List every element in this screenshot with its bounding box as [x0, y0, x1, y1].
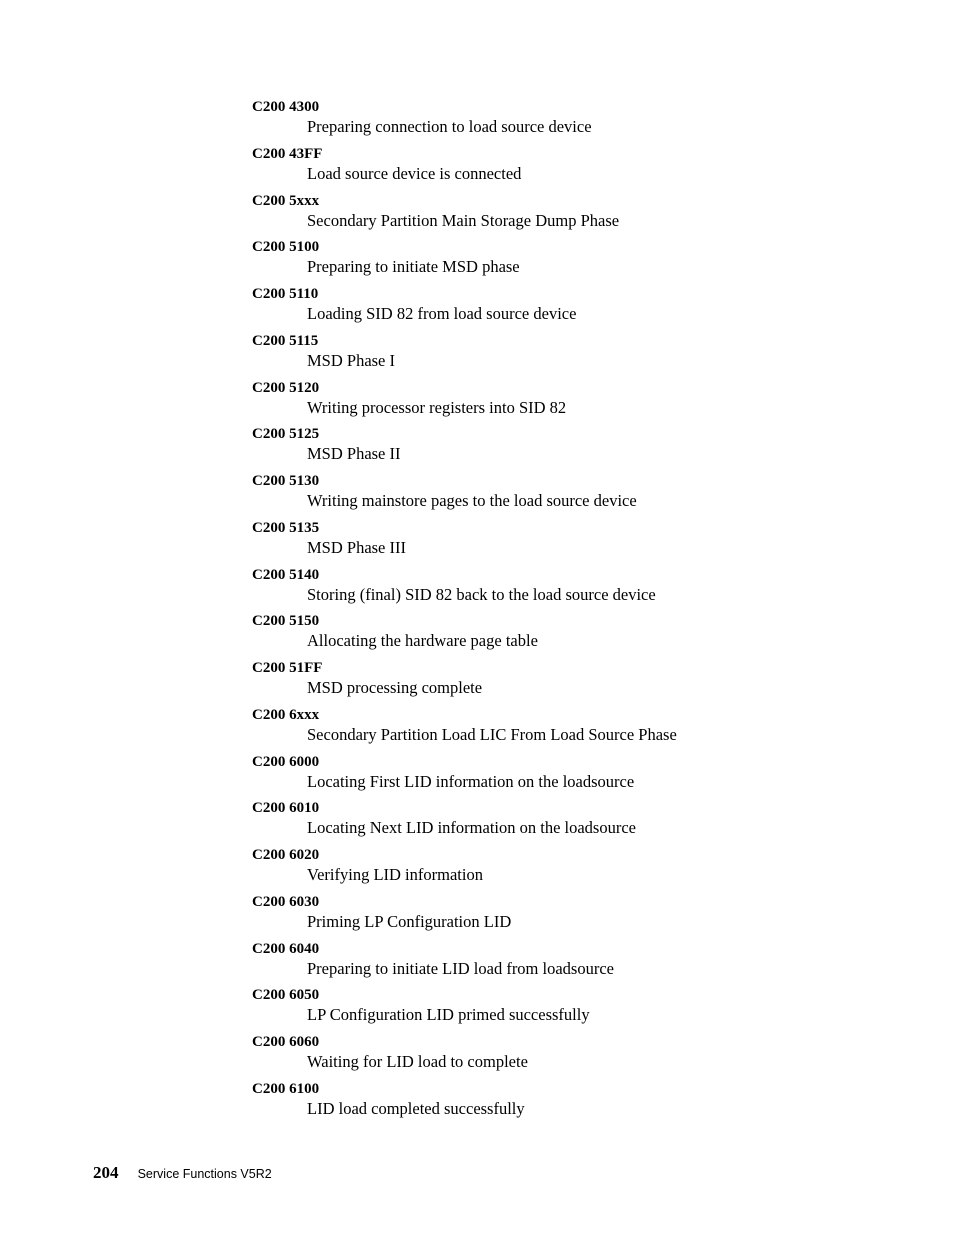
code-entry: [252, 238, 912, 285]
code-entry: [252, 706, 912, 753]
reference-code: C200 6060: [252, 1034, 320, 1050]
book-title: Service Functions V5R2: [137, 1167, 272, 1181]
reference-code: C200 4300: [252, 99, 320, 115]
code-description: MSD processing complete: [307, 678, 483, 697]
reference-code: C200 51FF: [252, 660, 323, 676]
reference-code: C200 5115: [252, 332, 319, 349]
code-description: Locating Next LID information on the loadsource: [307, 818, 636, 838]
reference-code: C200 6050: [252, 987, 320, 1004]
page-footer: [93, 1162, 272, 1185]
code-entry: [252, 145, 912, 192]
code-entry: [252, 425, 912, 472]
reference-code: C200 6100: [252, 1080, 320, 1097]
code-description: Waiting for LID load to complete: [307, 1052, 528, 1071]
reference-code: C200 6000: [252, 753, 320, 770]
code-entry: [252, 986, 912, 1033]
code-description: Verifying LID information: [307, 865, 483, 884]
code-entry: [252, 192, 912, 239]
code-description: Priming LP Configuration LID: [307, 911, 512, 931]
reference-code: C200 5135: [252, 519, 320, 536]
reference-code: C200 5150: [252, 613, 320, 630]
code-entry: [252, 285, 912, 332]
reference-code: C200 5120: [252, 379, 320, 396]
reference-code: C200 5140: [252, 566, 320, 583]
code-description: Locating First LID information on the loadsource: [307, 771, 635, 791]
code-description: Allocating the hardware page table: [307, 631, 538, 651]
code-entry: [252, 612, 912, 659]
code-entry: [252, 940, 912, 987]
reference-code: C200 6010: [252, 800, 320, 817]
code-entry: [252, 659, 912, 706]
code-description: LID load completed successfully: [307, 1098, 525, 1118]
code-entry: [252, 566, 912, 613]
code-description: MSD Phase II: [307, 444, 401, 464]
code-description: Writing processor registers into SID 82: [307, 397, 567, 417]
code-entry: [252, 893, 912, 940]
reference-code: C200 6040: [252, 940, 320, 957]
reference-code: C200 5110: [252, 286, 319, 302]
code-description: Secondary Partition Load LIC From Load Source Phase: [307, 724, 677, 744]
code-entry: [252, 846, 912, 893]
code-description: Preparing to initiate LID load from loadsource: [307, 958, 614, 978]
code-entry: [252, 332, 912, 379]
reference-code: C200 5xxx: [252, 192, 320, 209]
code-entry: [252, 753, 912, 800]
reference-code: C200 6020: [252, 847, 320, 863]
code-description: MSD Phase III: [307, 537, 406, 557]
code-description: Writing mainstore pages to the load source device: [307, 491, 637, 510]
code-description: MSD Phase I: [307, 350, 396, 370]
code-description: Load source device is connected: [307, 163, 522, 183]
code-entry: [252, 379, 912, 426]
code-entry: [252, 472, 912, 519]
code-description: Preparing connection to load source device: [307, 117, 592, 136]
code-entry: [252, 1080, 912, 1127]
code-description: Storing (final) SID 82 back to the load source device: [307, 584, 656, 604]
reference-code: C200 5125: [252, 426, 320, 443]
code-entry: [252, 1033, 912, 1080]
code-description: Secondary Partition Main Storage Dump Phase: [307, 210, 620, 230]
reference-code: C200 5130: [252, 473, 320, 489]
reference-code: C200 5100: [252, 239, 320, 256]
code-description: Loading SID 82 from load source device: [307, 304, 577, 323]
reference-code-list: [252, 98, 912, 1127]
code-entry: [252, 519, 912, 566]
reference-code: C200 43FF: [252, 145, 323, 162]
code-description: Preparing to initiate MSD phase: [307, 257, 520, 277]
page-number: 204: [93, 1163, 119, 1182]
code-entry: [252, 799, 912, 846]
reference-code: C200 6xxx: [252, 706, 320, 723]
code-description: LP Configuration LID primed successfully: [307, 1005, 590, 1025]
code-entry: [252, 98, 912, 145]
reference-code: C200 6030: [252, 893, 320, 910]
